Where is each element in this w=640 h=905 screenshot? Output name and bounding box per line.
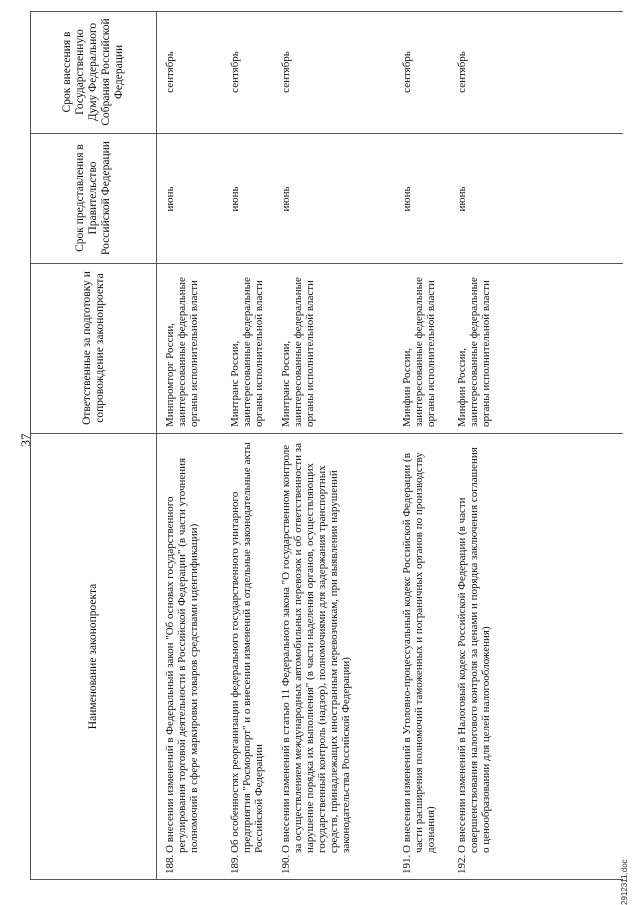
header-gov-term: Срок представления в Правительство Российской Федерации bbox=[74, 141, 112, 255]
gov-term: июнь bbox=[164, 186, 176, 212]
legislation-table bbox=[30, 11, 623, 880]
bill-title: О внесении изменений в Налоговый кодекс Российской Федерации (в части совершенствования налогового контроля за ценами и порядка заключения соглашения о ценообразовании для целей налогообложения) bbox=[456, 447, 492, 853]
bill-title: О внесении изменений в Уголовно-процессуальный кодекс Российской Федерации (в части расширения полномочий таможенных и пограничных органов по производству дознания) bbox=[401, 452, 437, 853]
table-header bbox=[31, 12, 157, 879]
header-responsible: Ответственные за подготовку и сопровождение законопроекта bbox=[80, 271, 106, 425]
bill-title: О внесении изменений в Федеральный закон "Об основах государственного регулирования торговой деятельности в Российской Федерации" (в части уточнения полномочий в сфере маркировки товаров средствами идентификации) bbox=[164, 457, 200, 853]
gov-term: июнь bbox=[280, 186, 292, 212]
responsible-text: Минфин России, заинтересованные федеральные органы исполнительной власти bbox=[401, 277, 437, 427]
responsible-text: Минтранс России, заинтересованные федеральные органы исполнительной власти bbox=[229, 277, 265, 427]
bill-title: Об особенностях реорганизации федерального государственного унитарного предприятия "Росморпорт" и о внесении изменений в отдельные законодательные акты Российской Федерации bbox=[229, 442, 265, 853]
bill-title: О внесении изменений в статью 11 Федерального закона "О государственном контроле за осуществлением международных автомобильных перевозок и об ответственности за нарушение порядка их выполнения" (в части наделения органов, осуществляющих государственный контроль (надзор), полномочиями для задержания транспортных средств, принадлежащих иностранным перевозчикам, при выявлении нарушений законодательства Российской Федерации) bbox=[280, 443, 352, 853]
duma-term: сентябрь bbox=[280, 51, 292, 93]
row-number: 189. bbox=[229, 854, 241, 874]
duma-term: сентябрь bbox=[401, 51, 413, 93]
gov-term: июнь bbox=[401, 186, 413, 212]
responsible-text: Минфин России, заинтересованные федеральные органы исполнительной власти bbox=[456, 277, 492, 427]
header-duma-term: Срок внесения в Государственную Думу Федерального Собрания Российской Федерации bbox=[61, 18, 125, 126]
gov-term: июнь bbox=[229, 186, 241, 212]
duma-term: сентябрь bbox=[164, 51, 176, 93]
responsible-text: Минпромторг России, заинтересованные федеральные органы исполнительной власти bbox=[164, 277, 200, 427]
gov-term: июнь bbox=[456, 186, 468, 212]
header-name: Наименование законопроекта bbox=[87, 583, 99, 730]
duma-term: сентябрь bbox=[229, 51, 241, 93]
page-number: 37 bbox=[18, 433, 33, 447]
responsible-text: Минтранс России, заинтересованные федеральные органы исполнительной власти bbox=[280, 277, 316, 427]
row-number: 188. bbox=[164, 854, 176, 874]
duma-term: сентябрь bbox=[456, 51, 468, 93]
row-number: 190. bbox=[280, 854, 292, 874]
document-id: 2912311.doc bbox=[620, 859, 629, 905]
row-number: 191. bbox=[401, 854, 413, 874]
row-number: 192. bbox=[456, 854, 468, 874]
